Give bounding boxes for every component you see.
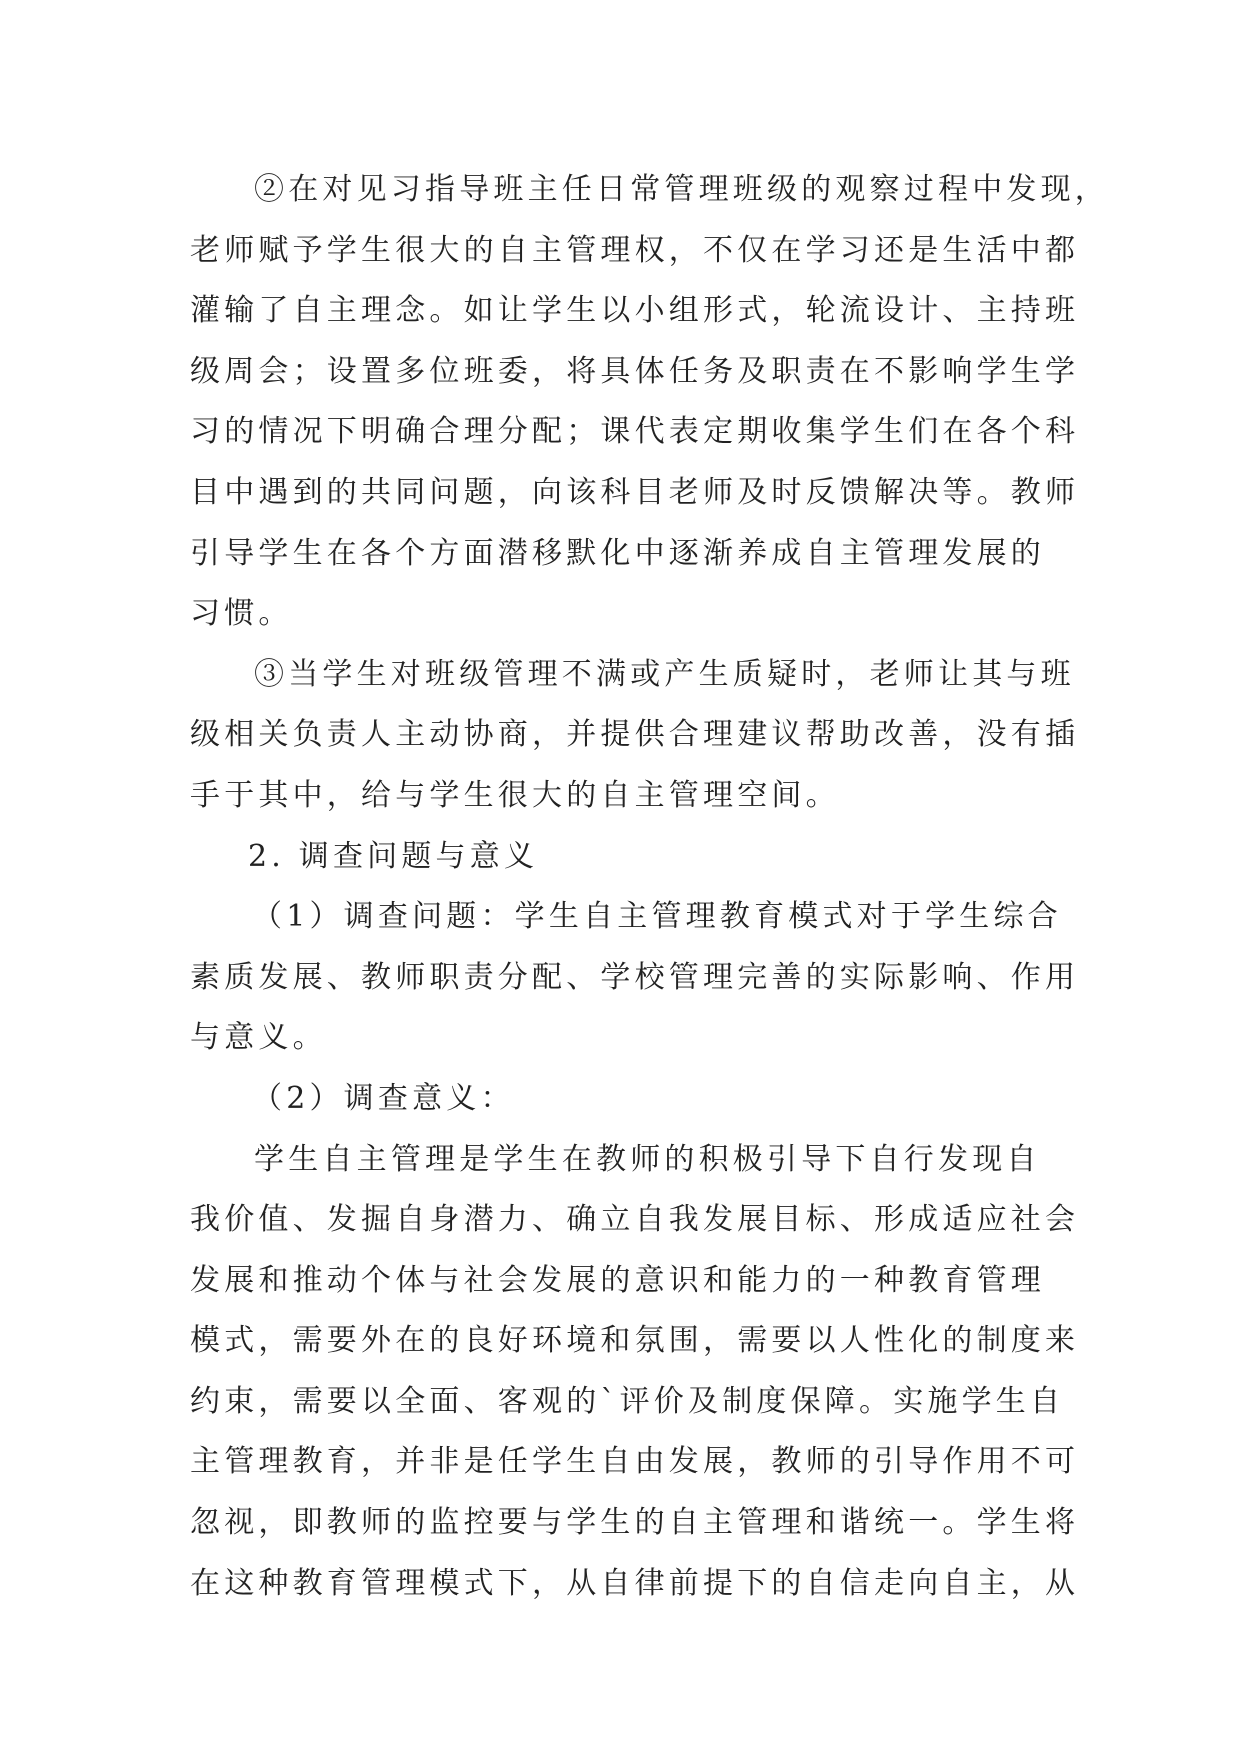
text-line: 模式，需要外在的良好环境和氛围，需要以人性化的制度来 (190, 1323, 1080, 1359)
text-line: 老师赋予学生很大的自主管理权，不仅在学习还是生活中都 (190, 232, 1080, 268)
significance-heading (190, 1069, 1060, 1130)
document-body (190, 160, 1109, 1614)
text-line: 忽视，即教师的监控要与学生的自主管理和谐统一。学生将 (190, 1505, 1080, 1541)
text-line: 主管理教育，并非是任学生自由发展，教师的引导作用不可 (190, 1444, 1080, 1480)
text-line: ③当学生对班级管理不满或产生质疑时，老师让其与班 (254, 656, 1075, 692)
section-title: 2. 调查问题与意义 (248, 838, 539, 874)
text-line: 灌输了自主理念。如让学生以小组形式，轮流设计、主持班 (190, 293, 1080, 329)
paragraph-observation-2 (190, 160, 1109, 645)
text-line: 约束，需要以全面、客观的`评价及制度保障。实施学生自 (190, 1383, 1065, 1419)
paragraph-significance (190, 1130, 1080, 1615)
text-line: 习的情况下明确合理分配；课代表定期收集学生们在各个科 (190, 414, 1080, 450)
text-line: ②在对见习指导班主任日常管理班级的观察过程中发现， (254, 172, 1109, 207)
text-line: 发展和推动个体与社会发展的意识和能力的一种教育管理 (190, 1262, 1045, 1298)
text-line: 级相关负责人主动协商，并提供合理建议帮助改善，没有插 (190, 717, 1080, 753)
text-line: 学生自主管理是学生在教师的积极引导下自行发现自 (254, 1141, 1041, 1177)
text-line: 习惯。 (190, 596, 293, 632)
paragraph-question (190, 887, 1080, 1069)
text-line: 目中遇到的共同问题，向该科目老师及时反馈解决等。教师 (190, 474, 1080, 510)
text-line: （1）调查问题：学生自主管理教育模式对于学生综合 (252, 899, 1062, 935)
paragraph-observation-3 (190, 645, 1080, 827)
text-line: 手于其中，给与学生很大的自主管理空间。 (190, 777, 840, 813)
text-line: 级周会；设置多位班委，将具体任务及职责在不影响学生学 (190, 353, 1080, 389)
text-line: 与意义。 (190, 1020, 327, 1056)
text-line: 我价值、发掘自身潜力、确立自我发展目标、形成适应社会 (190, 1202, 1080, 1238)
text-line: 引导学生在各个方面潜移默化中逐渐养成自主管理发展的 (190, 535, 1045, 571)
subsection-title: （2）调查意义： (252, 1080, 515, 1116)
text-line: 在这种教育管理模式下，从自律前提下的自信走向自主，从 (190, 1565, 1080, 1601)
text-line: 素质发展、教师职责分配、学校管理完善的实际影响、作用 (190, 959, 1080, 995)
section-heading (190, 827, 1060, 888)
